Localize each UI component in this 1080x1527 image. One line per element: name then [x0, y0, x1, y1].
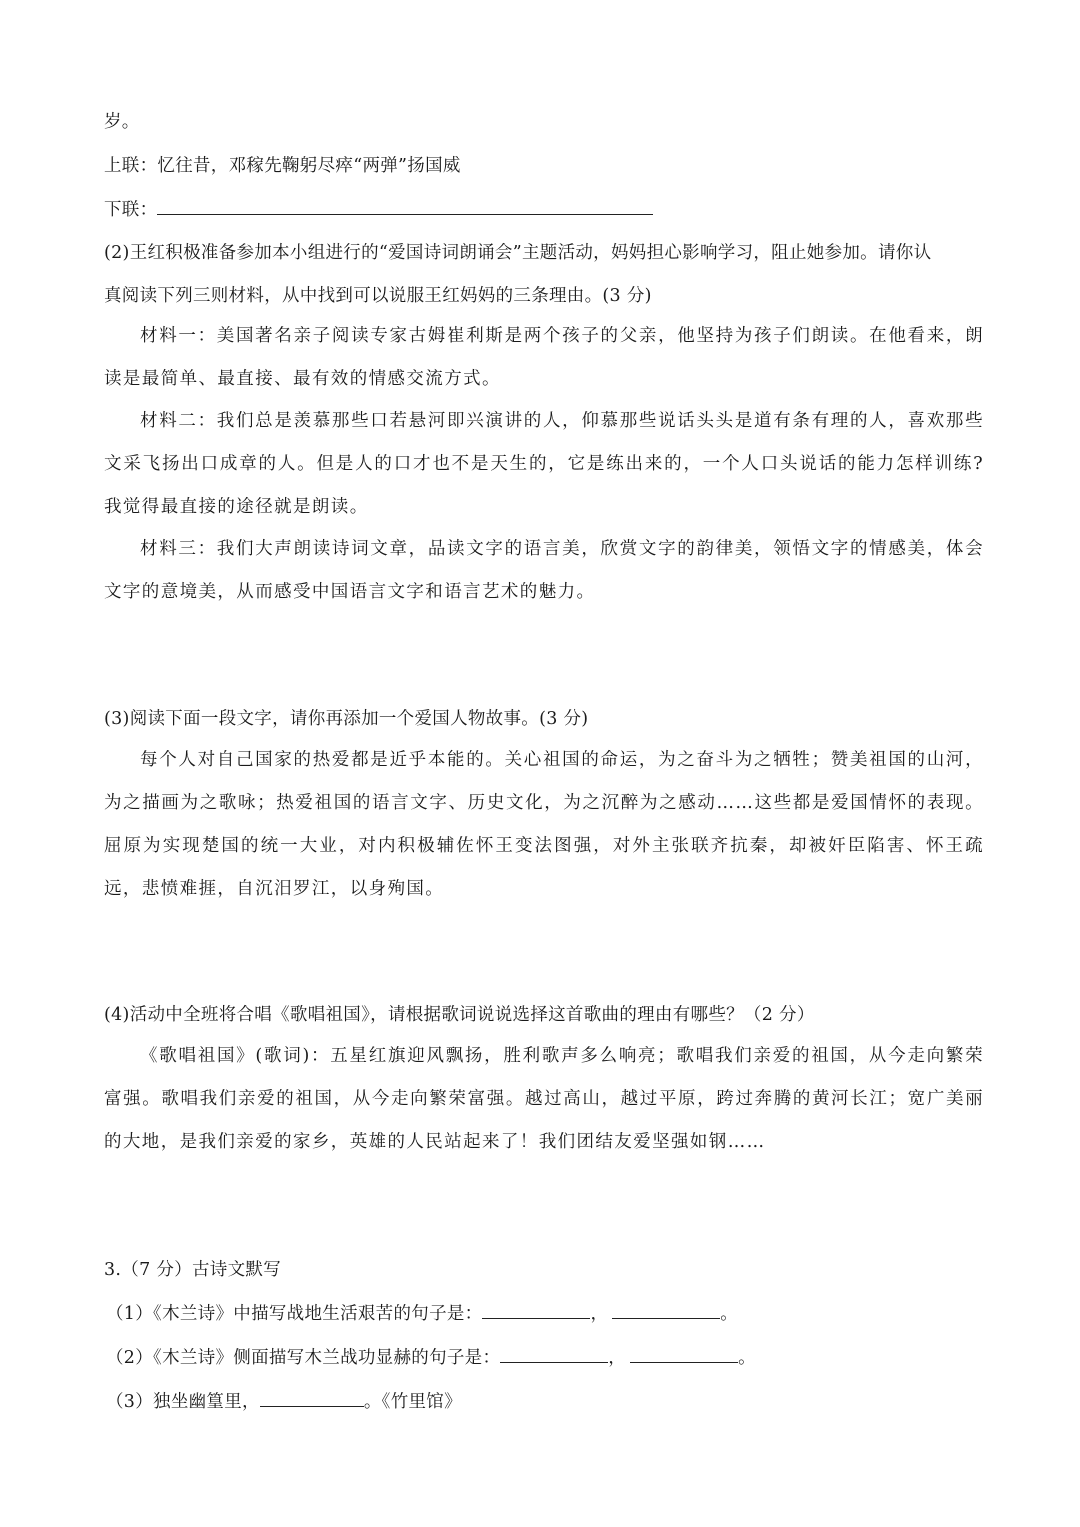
upper-couplet: 上联：忆往昔，邓稼先鞠躬尽瘁“两弹”扬国威 — [104, 156, 461, 176]
recite-item-3-blank[interactable] — [260, 1384, 364, 1407]
material-1: 材料一：美国著名亲子阅读专家古姆崔利斯是两个孩子的父亲，他坚持为孩子们朗读。在他看来，朗读是最简单、最直接、最有效的情感交流方式。 — [104, 326, 984, 389]
q3-passage: 每个人对自己国家的热爱都是近乎本能的。关心祖国的命运，为之奋斗为之牺牲；赞美祖国的山河，为之描画为之歌咏；热爱祖国的语言文字、历史文化，为之沉醉为之感动……这些都是爱国情怀的表现。屈原为实现楚国的统一大业，对内积极辅佐怀王变法图强，对外主张联齐抗秦，却被奸臣陷害、怀王疏远，悲愤难捱，自沉汨罗江，以身殉国。 — [104, 750, 984, 899]
q4-lyrics: 《歌唱祖国》(歌词)：五星红旗迎风飘扬，胜利歌声多么响亮；歌唱我们亲爱的祖国，从今走向繁荣富强。歌唱我们亲爱的祖国，从今走向繁荣富强。越过高山，越过平原，跨过奔腾的黄河长江；宽广美丽的大地，是我们亲爱的家乡，英雄的人民站起来了！我们团结友爱坚强如钢…… — [104, 1046, 984, 1152]
recite-item-2-blank-b[interactable] — [630, 1340, 738, 1363]
recite-item-3 — [106, 1380, 986, 1424]
recite-item-3-prefix: （3）独坐幽篁里， — [106, 1392, 260, 1412]
q2-prompt-line2: 真阅读下列三则材料，从中找到可以说服王红妈妈的三条理由。(3 分) — [104, 286, 652, 306]
material-3: 材料三：我们大声朗读诗词文章，品读文字的语言美，欣赏文字的韵律美，领悟文字的情感美，体会文字的意境美，从而感受中国语言文字和语言艺术的魅力。 — [104, 539, 984, 602]
lower-couplet-answer-blank[interactable] — [157, 192, 653, 215]
recite-item-1-blank-b[interactable] — [612, 1296, 720, 1319]
q2-prompt-line1: (2)王红积极准备参加本小组进行的“爱国诗词朗诵会”主题活动，妈妈担心影响学习，阻止她参加。请你认 — [104, 243, 932, 263]
q3-prompt: (3)阅读下面一段文字，请你再添加一个爱国人物故事。(3 分) — [104, 709, 589, 729]
lower-couplet-row — [104, 188, 984, 232]
recite-item-1-text: （1）《木兰诗》中描写战地生活艰苦的句子是： — [106, 1304, 483, 1324]
recite-item-1 — [106, 1292, 986, 1336]
recite-item-2-text: （2）《木兰诗》侧面描写木兰战功显赫的句子是： — [106, 1348, 501, 1368]
recite-item-2-period: 。 — [738, 1348, 756, 1368]
q4-prompt: (4)活动中全班将合唱《歌唱祖国》，请根据歌词说说选择这首歌曲的理由有哪些？（2 分） — [104, 1005, 815, 1025]
recite-item-2-blank-a[interactable] — [500, 1340, 608, 1363]
recite-item-1-comma: ， — [590, 1304, 609, 1324]
material-2: 材料二：我们总是羡慕那些口若悬河即兴演讲的人，仰慕那些说话头头是道有条有理的人，喜欢那些文采飞扬出口成章的人。但是人的口才也不是天生的，它是练出来的，一个人口头说话的能力怎样训练?我觉得最直接的途径就是朗读。 — [104, 411, 984, 517]
section3-title: 3.（7 分）古诗文默写 — [104, 1260, 281, 1280]
recite-item-1-period: 。 — [720, 1304, 739, 1324]
lower-couplet-label: 下联： — [104, 200, 158, 220]
recite-item-1-blank-a[interactable] — [482, 1296, 590, 1319]
recite-item-2 — [106, 1336, 986, 1380]
recite-item-3-suffix: 。《竹里馆》 — [363, 1392, 462, 1412]
recite-item-2-comma: ， — [608, 1348, 627, 1368]
q1-fragment: 岁。 — [104, 112, 140, 132]
